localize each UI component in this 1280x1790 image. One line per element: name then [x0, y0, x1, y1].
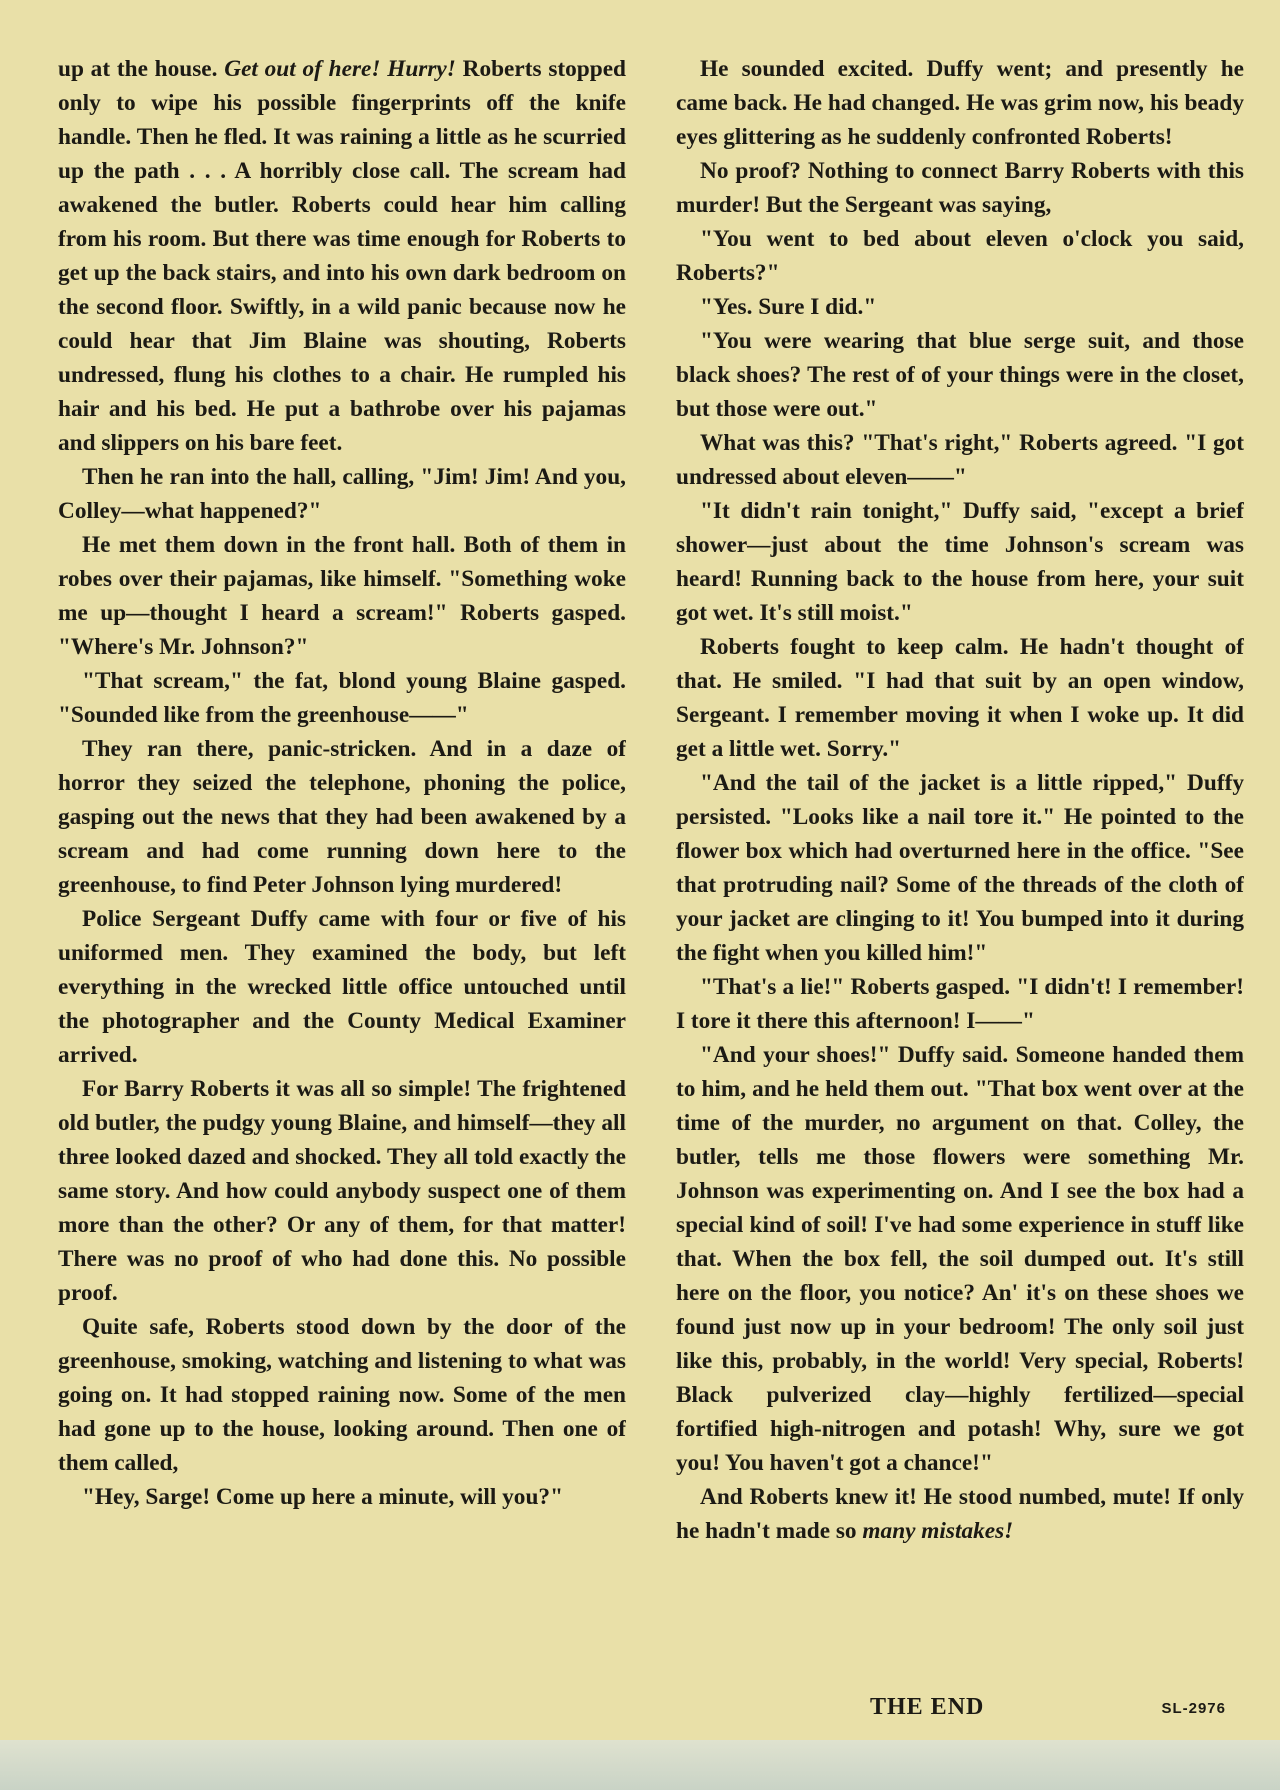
right-column	[676, 52, 1244, 1702]
story-paragraph: "Yes. Sure I did."	[700, 294, 877, 320]
the-end-label: THE END	[870, 1694, 985, 1720]
story-paragraph: "You went to bed about eleven o'clock you said, Roberts?"	[676, 226, 1244, 286]
left-column	[58, 52, 626, 1702]
story-paragraph: No proof? Nothing to connect Barry Roberts with this murder! But the Sergeant was saying,	[676, 158, 1244, 218]
story-paragraph: up at the house. Get out of here! Hurry! Roberts stopped only to wipe his possible fingerprints off the knife handle. Then he fled. It was raining a little as he scurried up the path . . . A horribly close call. The scream had awakened the butler. Roberts could hear him calling from his room. But there was time enough for Roberts to get up the back stairs, and into his own dark bedroom on the second floor. Swiftly, in a wild panic because now he could hear that Jim Blaine was shouting, Roberts undressed, flung his clothes to a chair. He rumpled his hair and his bed. He put a bathrobe over his pajamas and slippers on his bare feet.	[58, 56, 626, 456]
page-footer	[610, 1694, 1244, 1734]
story-paragraph: Roberts fought to keep calm. He hadn't thought of that. He smiled. "I had that suit by an open window, Sergeant. I remember moving it when I woke up. It did get a little wet. Sorry."	[676, 634, 1244, 762]
story-paragraph: "And your shoes!" Duffy said. Someone handed them to him, and he held them out. "That box went over at the time of the murder, no argument on that. Colley, the butler, tells me those flowers were something Mr. Johnson was experimenting on. And I see the box had a special kind of soil! I've had some experience in stuff like that. When the box fell, the soil dumped out. It's still here on the floor, you notice? An' it's on these shoes we found just now up in your bedroom! The only soil just like this, probably, in the world! Very special, Roberts! Black pulverized clay—highly fertilized—special fortified high-nitrogen and potash! Why, sure we got you! You haven't got a chance!"	[676, 1042, 1244, 1476]
story-paragraph: Quite safe, Roberts stood down by the door of the greenhouse, smoking, watching and listening to what was going on. It had stopped raining now. Some of the men had gone up to the house, looking around. Then one of them called,	[58, 1314, 626, 1476]
story-paragraph: He sounded excited. Duffy went; and presently he came back. He had changed. He was grim now, his beady eyes glittering as he suddenly confronted Roberts!	[676, 56, 1244, 150]
story-paragraph: Then he ran into the hall, calling, "Jim! Jim! And you, Colley—what happened?"	[58, 464, 626, 524]
story-paragraph: "Hey, Sarge! Come up here a minute, will you?"	[82, 1484, 563, 1510]
story-paragraph: For Barry Roberts it was all so simple! The frightened old butler, the pudgy young Blaine, and himself—they all three looked dazed and shocked. They all told exactly the same story. And how could anybody suspect one of them more than the other? Or any of them, for that matter! There was no proof of who had done this. No possible proof.	[58, 1076, 626, 1306]
story-paragraph: "That scream," the fat, blond young Blaine gasped. "Sounded like from the greenhouse——"	[58, 668, 626, 728]
story-paragraph: And Roberts knew it! He stood numbed, mute! If only he hadn't made so many mistakes!	[676, 1484, 1244, 1544]
story-paragraph: "That's a lie!" Roberts gasped. "I didn't! I remember! I tore it there this afternoon! I——"	[676, 974, 1244, 1034]
page-code: SL-2976	[1161, 1700, 1226, 1717]
story-paragraph: They ran there, panic-stricken. And in a daze of horror they seized the telephone, phoning the police, gasping out the news that they had been awakened by a scream and had come running down here to the greenhouse, to find Peter Johnson lying murdered!	[58, 736, 626, 898]
story-paragraph: "And the tail of the jacket is a little ripped," Duffy persisted. "Looks like a nail tore it." He pointed to the flower box which had overturned here in the office. "See that protruding nail? Some of the threads of the cloth of your jacket are clinging to it! You bumped into it during the fight when you killed him!"	[676, 770, 1244, 966]
story-paragraph: "You were wearing that blue serge suit, and those black shoes? The rest of of your things were in the closet, but those were out."	[676, 328, 1244, 422]
text-columns	[58, 52, 1244, 1702]
story-paragraph: What was this? "That's right," Roberts agreed. "I got undressed about eleven——"	[676, 430, 1244, 490]
story-paragraph: "It didn't rain tonight," Duffy said, "except a brief shower—just about the time Johnson's scream was heard! Running back to the house from here, your suit got wet. It's still moist."	[676, 498, 1244, 626]
bottom-bleed-strip	[0, 1740, 1280, 1790]
story-paragraph: He met them down in the front hall. Both of them in robes over their pajamas, like himself. "Something woke me up—thought I heard a scream!" Roberts gasped. "Where's Mr. Johnson?"	[58, 532, 626, 660]
story-paragraph: Police Sergeant Duffy came with four or five of his uniformed men. They examined the body, but left everything in the wrecked little office untouched until the photographer and the County Medical Examiner arrived.	[58, 906, 626, 1068]
